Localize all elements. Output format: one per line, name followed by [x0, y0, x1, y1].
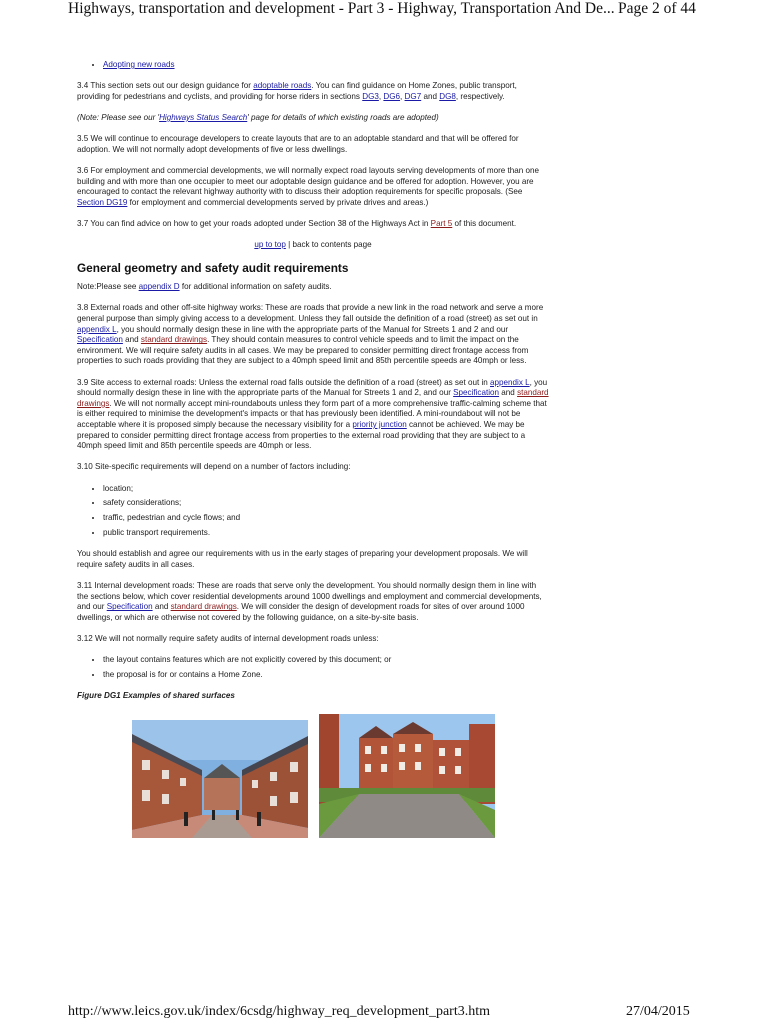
text: 3.8 External roads and other off-site highway works: These are roads that provide a new link in the road network and serve a more general purpose than simply giving access to a development. Unless they fall outside the definition of a road (street) as set out in: [77, 303, 544, 324]
paragraph-3-4: [77, 81, 549, 102]
photo-illustration: [319, 714, 495, 838]
text: and: [499, 388, 518, 398]
list-item: • the layout contains features which are not explicitly covered by this document; or: [103, 655, 549, 666]
shared-surface-photo-terraces: [132, 720, 308, 838]
text: and: [421, 91, 440, 101]
safety-audit-note: [77, 282, 549, 293]
figure-caption: Figure DG1 Examples of shared surfaces: [77, 691, 235, 701]
text: 3.11 Internal development roads: These are roads that serve only the development. You should normally design them in line with the sections below, which cover residential developments around 1000 dwellings and employment and commercial developments, and our: [77, 581, 542, 612]
print-footer: [0, 1004, 768, 1024]
text: and: [152, 602, 171, 612]
section-heading: General geometry and safety audit requirements: [77, 261, 349, 276]
specification-link[interactable]: Specification: [106, 602, 153, 612]
text: Note:Please see: [77, 282, 139, 292]
appendix-d-link[interactable]: appendix D: [138, 282, 180, 292]
paragraph-3-7: [77, 219, 549, 230]
paragraph-3-8: [77, 303, 549, 367]
list-item: • location;: [103, 484, 549, 495]
paragraph-3-9: [77, 378, 549, 452]
list-item: [103, 60, 549, 71]
text: , you should normally design these in line with the appropriate parts of the Manual for Streets 1 and 2 and our: [116, 324, 509, 334]
text: . They should contain measures to control vehicle speeds and to limit the impact on the environment. We will require safety audits in all cases. We may be prepared to consider permitting direct frontage access from properties to such roads providing that they are subject to a 40mph speed limit and 85th percentile speeds are 40mph or less.: [77, 335, 529, 366]
nav-links: [77, 240, 549, 251]
appendix-l-link[interactable]: appendix L: [77, 324, 117, 334]
back-to-contents-text: back to contents page: [292, 240, 372, 250]
text: and: [122, 335, 141, 345]
specification-link[interactable]: Specification: [77, 335, 123, 345]
text: (Note: Please see our ': [77, 112, 160, 122]
status-search-note: [77, 113, 549, 124]
part-5-link[interactable]: Part 5: [430, 218, 453, 228]
dg6-link[interactable]: DG6: [383, 91, 401, 101]
print-header: [0, 0, 768, 24]
top-link-list: [77, 60, 549, 71]
section-dg19-link[interactable]: Section DG19: [77, 197, 128, 207]
adopting-new-roads-link[interactable]: Adopting new roads: [103, 60, 175, 69]
header-title: Highways, transportation and development - Part 3 - Highway, Transportation And De...: [68, 0, 615, 17]
text: 3.9 Site access to external roads: Unless the external road falls outside the definition of a road (street) as set out in: [77, 377, 491, 387]
text: cannot be achieved. We may be prepared to consider permitting direct frontage access from properties to the external road providing that they are subject to a 40mph speed limit and 85th percentile speeds are 40mph or less.: [77, 420, 526, 451]
text: for employment and commercial developments served by private drives and areas.): [127, 197, 429, 207]
text: for additional information on safety audits.: [179, 282, 332, 292]
paragraph-establish: You should establish and agree our requirements with us in the early stages of preparing your development proposals. We will require safety audits in all cases.: [77, 549, 528, 570]
text: . You can find guidance on Home Zones, public transport, providing for pedestrians and cyclists, and providing for horse riders in sections: [77, 81, 517, 101]
photo-illustration: [132, 720, 308, 838]
standard-drawings-link[interactable]: standard drawings: [170, 602, 237, 612]
dg8-link[interactable]: DG8: [439, 91, 456, 101]
shared-surface-photo-courtyard: [319, 714, 495, 838]
adoptable-roads-link[interactable]: adoptable roads: [253, 81, 312, 91]
text: , you should normally design these in line with the appropriate parts of the Manual for Streets 1 and 2, and our: [77, 377, 548, 398]
specification-link[interactable]: Specification: [453, 388, 500, 398]
text: ,: [400, 91, 405, 101]
standard-drawings-link[interactable]: standard drawings: [140, 335, 208, 345]
paragraph-3-12: 3.12 We will not normally require safety audits of internal development roads unless:: [77, 634, 379, 644]
footer-date: 27/04/2015: [626, 1004, 690, 1019]
paragraph-3-6: [77, 166, 549, 208]
factors-list: [77, 484, 549, 539]
text: , respectively.: [455, 91, 505, 101]
list-item: • safety considerations;: [103, 498, 549, 509]
list-item: • the proposal is for or contains a Home Zone.: [103, 670, 549, 681]
paragraph-3-5: 3.5 We will continue to encourage developers to create layouts that are to an adoptable standard and that will be offered for adoption. We will not normally adopt developments of five or less dwellings.: [77, 134, 519, 154]
list-item: • traffic, pedestrian and cycle flows; and: [103, 513, 549, 524]
highways-status-search-link[interactable]: Highways Status Search: [159, 112, 248, 122]
standard-drawings-link[interactable]: standard drawings: [77, 388, 549, 408]
text: 3.4 This section sets out our design guidance for: [77, 81, 254, 91]
footer-url: http://www.leics.gov.uk/index/6csdg/highway_req_development_part3.htm: [68, 1004, 490, 1019]
list-item: • public transport requirements.: [103, 528, 549, 539]
header-page-number: Page 2 of 44: [618, 0, 696, 17]
document-body: [77, 60, 549, 842]
text: ' page for details of which existing roads are adopted): [247, 112, 439, 122]
text: of this document.: [452, 218, 517, 228]
priority-junction-link[interactable]: priority junction: [352, 420, 407, 429]
text: 3.6 For employment and commercial developments, we will normally expect road layouts serving developments of more than one building and with more than one occupier to meet our adoptable design guidance and be offered for adoption. However, you are encouraged to contact the relevant highway authority with to discuss their adoption requirements for specific proposals. (See: [77, 165, 540, 197]
text: 3.7 You can find advice on how to get your roads adopted under Section 38 of the Highways Act in: [77, 218, 431, 228]
paragraph-3-11: [77, 581, 549, 623]
text: . We will not normally accept mini-roundabouts unless they form part of a more comprehensive traffic-calming scheme that is either required to minimise the development's impacts or that has previously been identified. A mini-roundabout will not be acceptable where it is proposed simply because the necessary visibility for a: [77, 398, 547, 429]
dg7-link[interactable]: DG7: [404, 91, 422, 101]
text: . We will consider the design of development roads for sites of over around 1000 dwellings, or which are otherwise not covered by the following guidance, on a site-by-site basis.: [77, 602, 525, 622]
paragraph-3-10: 3.10 Site-specific requirements will depend on a number of factors including:: [77, 462, 351, 472]
audit-conditions-list: [77, 655, 549, 680]
up-to-top-link[interactable]: up to top: [254, 240, 286, 250]
appendix-l-link[interactable]: appendix L: [490, 377, 530, 387]
dg3-link[interactable]: DG3: [362, 91, 379, 101]
figure-photos: [77, 712, 549, 842]
nav-separator: |: [285, 240, 293, 250]
text: ,: [378, 91, 384, 101]
